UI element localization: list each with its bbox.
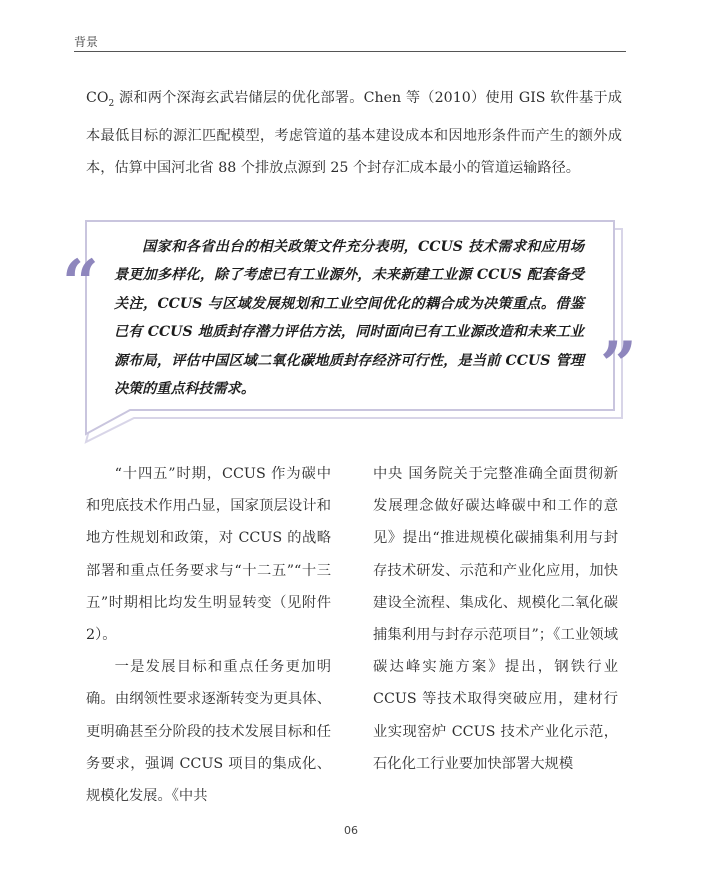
open-quote-icon: “ [62, 246, 99, 321]
right-paragraph: 中央 国务院关于完整准确全面贯彻新发展理念做好碳达峰碳中和工作的意见》提出“推进规模化碳捕集利用与封存技术研发、示范和产业化应用，加快建设全流程、集成化、规模化二氧化碳捕集利用与封存示范项目”；《工业领域碳达峰实施方案》提出，钢铁行业 CCUS 等技术取得突破应用，建材行业实现窑炉 CCUS 技术产业化示范，石化化工行业要加快部署大规模 [373, 466, 618, 772]
co2-formula: $CO_2$ [86, 90, 115, 109]
left-paragraph-1: “十四五”时期，CCUS 作为碳中和兜底技术作用凸显，国家顶层设计和地方性规划和政策，对 CCUS 的战略部署和重点任务要求与“十二五”“十三五”时期相比均发生明显转变（见附件 2）。 [86, 466, 331, 644]
page-number: 06 [344, 824, 358, 837]
right-column [373, 458, 618, 780]
intro-text: 源和两个深海玄武岩储层的优化部署。Chen 等（2010）使用 GIS 软件基于成本最低目标的源汇匹配模型，考虑管道的基本建设成本和因地形条件而产生的额外成本，估算中国河北省 88 个排放点源到 25 个封存汇成本最小的管道运输路径。 [86, 90, 622, 176]
left-paragraph-2: 一是发展目标和重点任务更加明确。由纲领性要求逐渐转变为更具体、更明确甚至分阶段的技术发展目标和任务要求，强调 CCUS 项目的集成化、规模化发展。《中共 [86, 659, 331, 805]
section-label: 背景 [74, 35, 99, 49]
callout-text: 国家和各省出台的相关政策文件充分表明，CCUS 技术需求和应用场景更加多样化，除了考虑已有工业源外，未来新建工业源 CCUS 配套备受关注，CCUS 与区域发展规划和工业空间优化的耦合成为决策重点。借鉴已有 CCUS 地质封存潜力评估方法，同时面向已有工业源改造和未来工业源布局，评估中国区域二氧化碳地质封存经济可行性，是当前 CCUS 管理决策的重点科技需求。 [114, 239, 584, 398]
close-quote-icon: ” [600, 328, 637, 403]
left-column [86, 458, 331, 812]
